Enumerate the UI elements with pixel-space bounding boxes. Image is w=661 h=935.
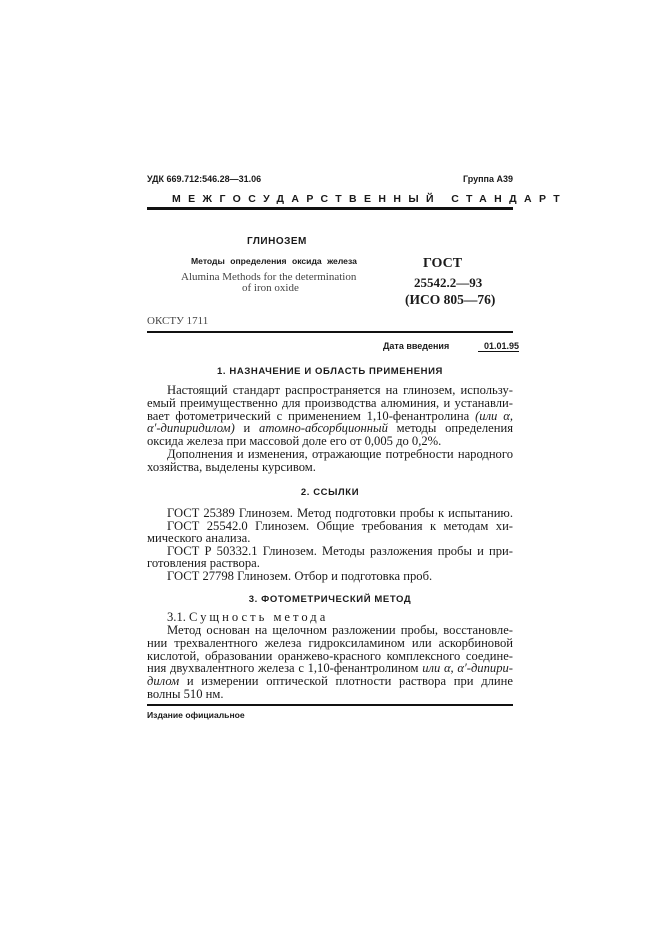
subsection-number: 3.1. bbox=[167, 610, 186, 624]
iso-number: (ИСО 805—76) bbox=[405, 292, 496, 307]
text-line: хозяйства, выделены курсивом. bbox=[147, 460, 316, 474]
section-1-heading: 1. НАЗНАЧЕНИЕ И ОБЛАСТЬ ПРИМЕНЕНИЯ bbox=[217, 366, 443, 377]
reference-line: ГОСТ 25389 Глинозем. Метод подготовки пробы к испытанию. bbox=[167, 506, 513, 520]
reference-line: ГОСТ Р 50332.1 Глинозем. Методы разложения пробы и при- bbox=[167, 544, 513, 558]
section-2-heading: 2. ССЫЛКИ bbox=[300, 487, 360, 498]
subsection-title bbox=[147, 610, 513, 624]
edition-note: Издание официальное bbox=[147, 710, 245, 720]
text-line: нии трехвалентного железа гидроксиламином или аскорбиновой bbox=[147, 636, 513, 650]
reference-line: готовления раствора. bbox=[147, 556, 260, 570]
text-segment: ния двухвалентного железа с 1,10-фенантролином bbox=[147, 661, 423, 675]
italic-segment: (или α, bbox=[475, 409, 514, 423]
text-line: волны 510 нм. bbox=[147, 687, 224, 701]
reference-line: ГОСТ 25542.0 Глинозем. Общие требования к методам хи- bbox=[167, 519, 513, 533]
subsection-name: Сущность метода bbox=[189, 610, 329, 624]
reference-line: мического анализа. bbox=[147, 531, 251, 545]
italic-segment: атомно-абсорбционный bbox=[259, 421, 388, 435]
text-line: Метод основан на щелочном разложении пробы, восстановле- bbox=[167, 623, 513, 637]
text-line bbox=[147, 421, 513, 435]
text-segment: вает фотометрический с применением 1,10-фенантролина bbox=[147, 409, 476, 423]
text-line bbox=[147, 661, 513, 675]
gost-number: 25542.2—93 bbox=[414, 275, 483, 290]
standard-banner: МЕЖГОСУДАРСТВЕННЫЙ СТАНДАРТ bbox=[172, 193, 568, 205]
text-line: Настоящий стандарт распространяется на глинозем, использу- bbox=[167, 383, 513, 397]
gost-label: ГОСТ bbox=[423, 256, 463, 271]
reference-line: ГОСТ 27798 Глинозем. Отбор и подготовка проб. bbox=[167, 569, 433, 583]
italic-segment: дилом bbox=[147, 674, 180, 688]
title-rule bbox=[147, 331, 513, 333]
text-line: оксида железа при массовой доле его от 0,005 до 0,2%. bbox=[147, 434, 442, 448]
text-segment: и bbox=[234, 421, 260, 435]
english-title-2: of iron oxide bbox=[242, 282, 299, 294]
italic-segment: или α, α′-дипири- bbox=[422, 661, 513, 675]
text-line: емый преимущественно для производства алюминия, и устанавли- bbox=[147, 396, 513, 410]
udk-code: УДК 669.712:546.28—31.06 bbox=[147, 174, 262, 184]
okstu-code: ОКСТУ 1711 bbox=[147, 315, 209, 327]
date-label: Дата введения bbox=[383, 341, 450, 351]
text-line: Дополнения и изменения, отражающие потребности народного bbox=[167, 447, 513, 461]
text-segment: методы определения bbox=[387, 421, 513, 435]
group-code: Группа А39 bbox=[462, 174, 513, 184]
english-title-1: Alumina Methods for the determination bbox=[181, 271, 357, 283]
italic-segment: α′-дипиридилом) bbox=[147, 421, 235, 435]
effective-date: 01.01.95 bbox=[478, 341, 519, 352]
doc-title: ГЛИНОЗЕМ bbox=[247, 236, 307, 247]
text-segment: и измерении оптической плотности раствора при длине bbox=[179, 674, 513, 688]
header-rule bbox=[147, 207, 513, 210]
footer-rule bbox=[147, 704, 513, 706]
text-line bbox=[147, 674, 513, 688]
text-line: кислотой, образовании оранжево-красного комплексного соедине- bbox=[147, 649, 513, 663]
section-3-heading: 3. ФОТОМЕТРИЧЕСКИЙ МЕТОД bbox=[248, 594, 412, 605]
doc-subtitle: Методы определения оксида железа bbox=[191, 256, 357, 266]
